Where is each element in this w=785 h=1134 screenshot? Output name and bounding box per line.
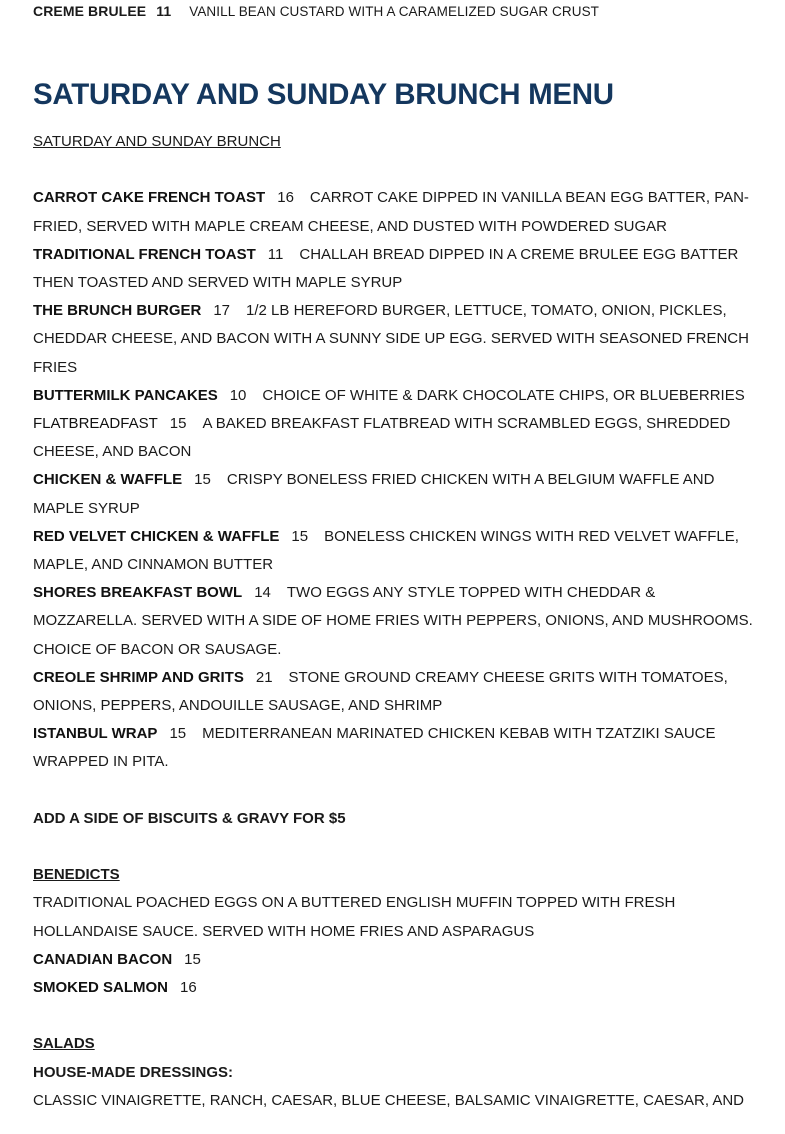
item-price: 15 (184, 950, 201, 968)
menu-item (33, 664, 753, 720)
dressings-label: HOUSE-MADE DRESSINGS: (33, 1063, 234, 1081)
menu-body (33, 128, 753, 1115)
item-name: TRADITIONAL FRENCH TOAST (33, 245, 256, 263)
menu-item (33, 579, 753, 664)
page-title: SATURDAY AND SUNDAY BRUNCH MENU (33, 78, 614, 111)
item-price: 15 (169, 415, 187, 433)
item-description: TWO EGGS ANY STYLE TOPPED WITH CHEDDAR & MOZZARELLA. SERVED WITH A SIDE OF HOME FRIES WITH PEPPERS, ONIONS, AND MUSHROOMS. CHOICE OF BACON OR SAUSAGE. (33, 584, 753, 658)
item-name: RED VELVET CHICKEN & WAFFLE (33, 527, 280, 545)
item-price: 11 (156, 3, 172, 19)
section-heading-brunch: SATURDAY AND SUNDAY BRUNCH (33, 133, 281, 150)
item-name: BUTTERMILK PANCAKES (33, 386, 218, 404)
item-description: 1/2 LB HEREFORD BURGER, LETTUCE, TOMATO, ONION, PICKLES, CHEDDAR CHEESE, AND BACON WITH A SUNNY SIDE UP EGG. SERVED WITH SEASONED FRENCH FRIES (33, 302, 749, 376)
item-name: SMOKED SALMON (33, 979, 168, 997)
item-name: THE BRUNCH BURGER (33, 302, 202, 320)
item-description: A BAKED BREAKFAST FLATBREAD WITH SCRAMBLED EGGS, SHREDDED CHEESE, AND BACON (33, 415, 731, 461)
item-price: 15 (169, 725, 187, 743)
item-price: 21 (255, 668, 273, 686)
item-name: ISTANBUL WRAP (33, 725, 158, 743)
benedicts-description: TRADITIONAL POACHED EGGS ON A BUTTERED ENGLISH MUFFIN TOPPED WITH FRESH HOLLANDAISE SAUCE. SERVED WITH HOME FRIES AND ASPARAGUS (33, 894, 676, 940)
menu-item (33, 466, 753, 522)
item-description: CARROT CAKE DIPPED IN VANILLA BEAN EGG BATTER, PAN-FRIED, SERVED WITH MAPLE CREAM CHEESE, AND DUSTED WITH POWDERED SUGAR (33, 189, 749, 235)
section-heading-salads: SALADS (33, 1035, 95, 1053)
item-price: 15 (291, 527, 309, 545)
item-description: BONELESS CHICKEN WINGS WITH RED VELVET WAFFLE, MAPLE, AND CINNAMON BUTTER (33, 527, 739, 574)
item-description: CHALLAH BREAD DIPPED IN A CREME BRULEE EGG BATTER THEN TOASTED AND SERVED WITH MAPLE SYRUP (33, 245, 739, 291)
item-description: CRISPY BONELESS FRIED CHICKEN WITH A BELGIUM WAFFLE AND MAPLE SYRUP (33, 471, 715, 517)
item-name: SHORES BREAKFAST BOWL (33, 584, 243, 602)
item-price: 15 (194, 471, 211, 489)
item-name: FLATBREADFAST (33, 415, 158, 433)
menu-item (33, 382, 753, 410)
item-name: CREME BRULEE (33, 3, 147, 19)
item-price: 17 (213, 302, 231, 320)
section-heading-benedicts: BENEDICTS (33, 866, 120, 884)
item-price: 16 (180, 979, 197, 997)
menu-item (33, 523, 753, 579)
item-name: CHICKEN & WAFFLE (33, 471, 183, 489)
item-name: CARROT CAKE FRENCH TOAST (33, 189, 266, 207)
menu-item (33, 974, 753, 1002)
item-price: 10 (229, 386, 247, 404)
menu-item (33, 241, 753, 297)
menu-item (33, 946, 753, 974)
menu-item (33, 184, 753, 240)
item-description: VANILL BEAN CUSTARD WITH A CARAMELIZED SUGAR CRUST (189, 4, 600, 19)
item-name: CANADIAN BACON (33, 950, 173, 968)
item-description: STONE GROUND CREAMY CHEESE GRITS WITH TOMATOES, ONIONS, PEPPERS, ANDOUILLE SAUSAGE, AND SHRIMP (33, 668, 728, 715)
menu-item (33, 297, 753, 382)
item-price: 14 (254, 584, 271, 602)
top-menu-item (33, 1, 599, 22)
item-description: CHOICE OF WHITE & DARK CHOCOLATE CHIPS, OR BLUEBERRIES (262, 386, 745, 404)
menu-item (33, 720, 753, 776)
item-price: 11 (267, 245, 284, 263)
item-price: 16 (277, 189, 294, 207)
item-name: CREOLE SHRIMP AND GRITS (33, 668, 244, 686)
dressings-text: CLASSIC VINAIGRETTE, RANCH, CAESAR, BLUE CHEESE, BALSAMIC VINAIGRETTE, CAESAR, AND (33, 1091, 744, 1109)
side-note: ADD A SIDE OF BISCUITS & GRAVY FOR $5 (33, 809, 346, 827)
menu-item (33, 410, 753, 466)
item-description: MEDITERRANEAN MARINATED CHICKEN KEBAB WITH TZATZIKI SAUCE WRAPPED IN PITA. (33, 725, 716, 771)
